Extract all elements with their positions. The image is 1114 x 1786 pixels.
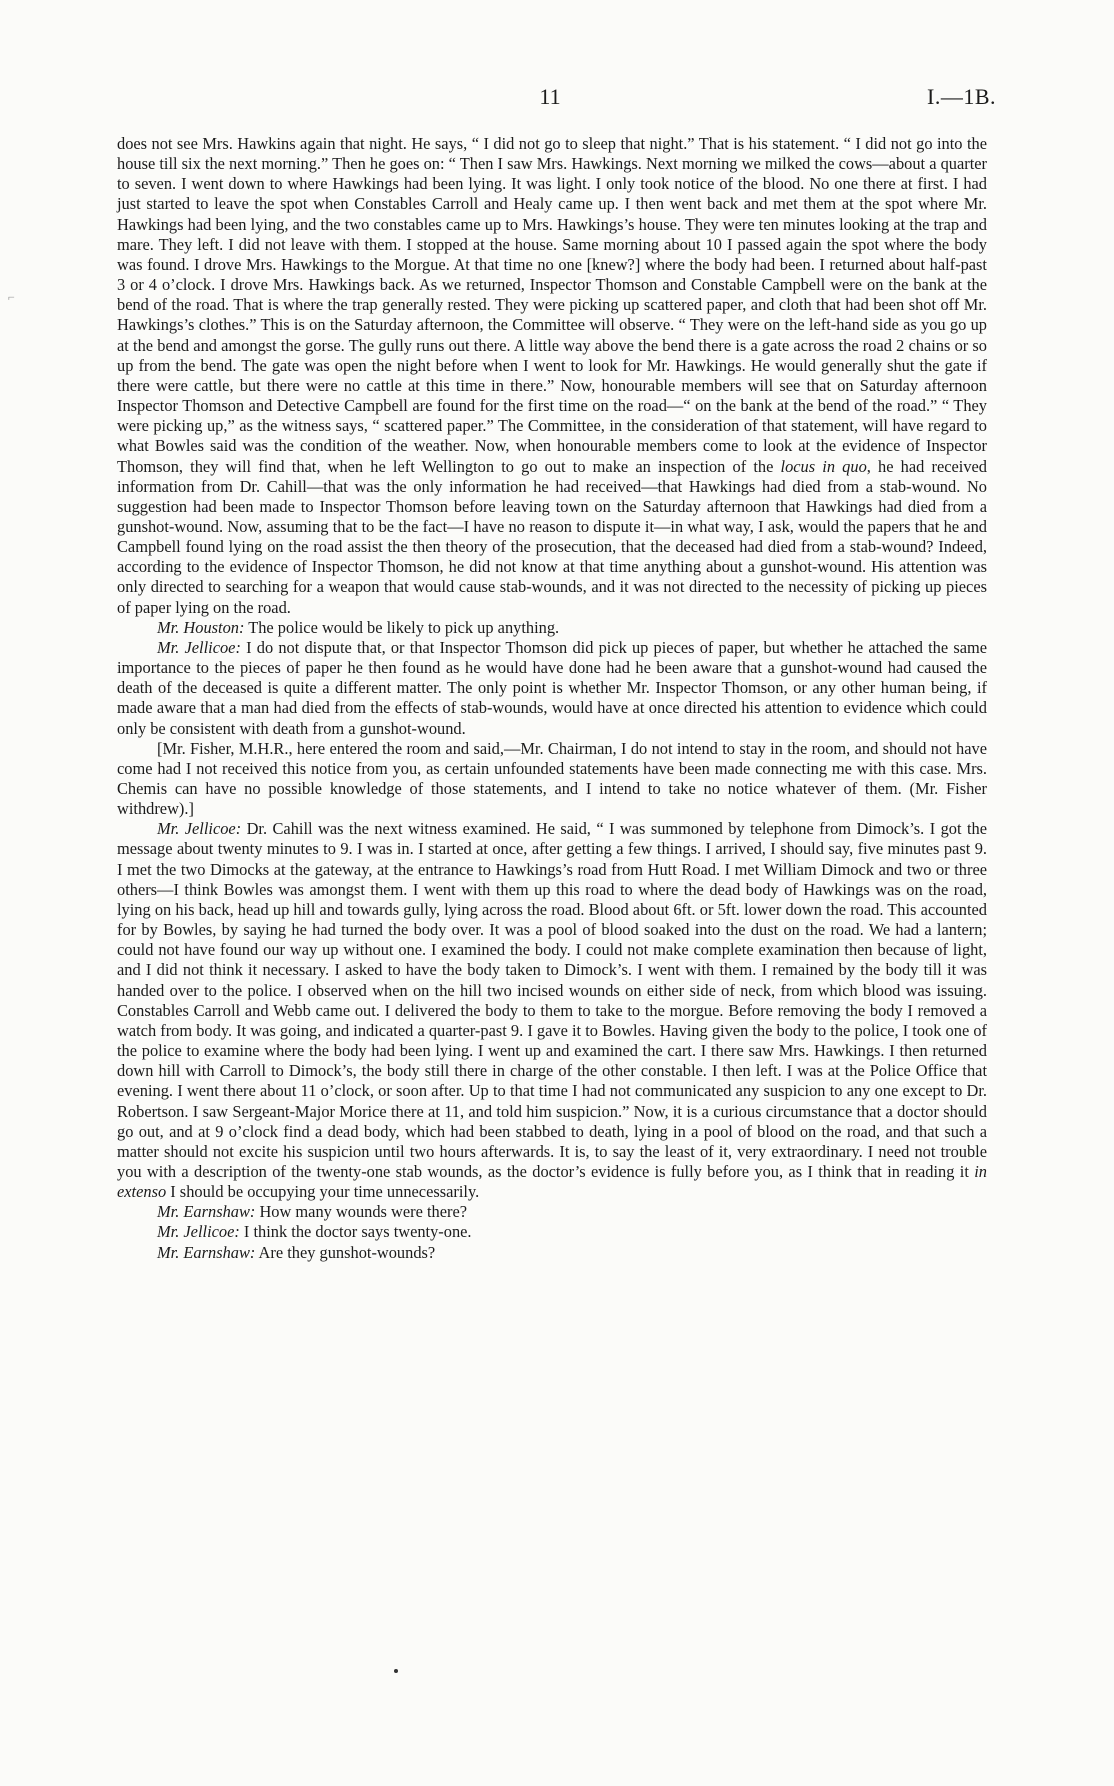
speech-jellicoe-2: Mr. Jellicoe: Dr. Cahill was the next witness examined. He said, “ I was summoned by telephone from Dimock’s. I got the message about twenty minutes to 9. I was in. I started at once, after getting a few things. I arrived, I should say, five minutes past 9. I met the two Dimocks at the gateway, at the entrance to Hawkings’s road from Hutt Road. I met William Dimock and two or three others—I think Bowles was amongst them. I went with them up this road to where the dead body of Hawkings was on the road, lying on his back, head up hill and towards gully, lying across the road. Blood about 6ft. or 5ft. lower down the road. This accounted for by Bowles, by saying he had turned the body over. It was a pool of blood soaked into the dust on the road. We had a lantern; could not have found our way up without one. I examined the body. I could not make complete examination then because of light, and I did not think it necessary. I asked to have the body taken to Dimock’s. I went with them. I remained by the body till it was handed over to the police. I observed when on the hill two incised wounds on either side of neck, from which blood was issuing. Constables Carroll and Webb came out. I delivered the body to them to take to the morgue. Before removing the body I removed a watch from body. It was going, and indicated a quarter-past 9. I gave it to Bowles. Having given the body to the police, I took one of the police to examine where the body had been lying. I went up and examined the cart. I there saw Mrs. Hawkings. I then returned down hill with Carroll to Dimock’s, the body still there in charge of the other constable. I then left. I was at the Police Office that evening. I went there about 11 o’clock, or soon after. Up to that time I had not communicated any suspicion to any one except to Dr. Robertson. I saw Sergeant-Major Morice there at 11, and told him suspicion.” Now, it is a curious circumstance that a doctor should go out, and at 9 o’clock find a dead body, which had been stabbed to death, lying in a pool of blood on the road, and that such a matter should not excite his suspicion until two hours afterwards. It is, to say the least of it, very extraordinary. I need not trouble you with a description of the twenty-one stab wounds, as the doctor’s evidence is fully before you, as I think that in reading it in extenso I should be occupying your time unnecessarily. [117, 819, 987, 1202]
speaker-label: Mr. Earnshaw: [157, 1202, 256, 1222]
ink-dot [394, 1669, 398, 1673]
page-number: 11 [539, 84, 561, 109]
speaker-label: Mr. Houston: [157, 617, 245, 637]
speech-jellicoe-1: Mr. Jellicoe: I do not dispute that, or that Inspector Thomson did pick up pieces of paper, but whether he attached the same importance to the pieces of paper he then found as he would have done had he been aware that a gunshot-wound had caused the death of the deceased is quite a different matter. The only point is whether Mr. Inspector Thomson, or any other human being, if made aware that a man had died from the effects of stab-wounds, would have at once directed his attention to evidence which could only be consistent with death from a gunshot-wound. [117, 637, 987, 738]
fisher-interjection: [Mr. Fisher, M.H.R., here entered the room and said,—Mr. Chairman, I do not intend to stay in the room, and should not have come had I not received this notice from you, as certain unfounded statements have been made connecting me with this case. Mrs. Chemis can have no possible knowledge of those statements, and I intend to take no notice whatever of them. (Mr. Fisher withdrew).] [117, 738, 987, 819]
body-text [117, 134, 987, 1263]
speaker-label: Mr. Jellicoe: [157, 637, 241, 657]
speech-earnshaw-2: Mr. Earnshaw: Are they gunshot-wounds? [157, 1242, 436, 1262]
speaker-label: Mr. Earnshaw: [157, 1242, 256, 1262]
paragraph-1: does not see Mrs. Hawkins again that night. He says, “ I did not go to sleep that night.” That is his statement. “ I did not go into the house till six the next morning.” Then he goes on: “ Then I saw Mrs. Hawkings. Next morning we milked the cows—about a quarter to seven. I went down to where Hawkings had been lying. It was light. I only took notice of the blood. No one there at first. I had just started to leave the spot when Constables Carroll and Healy came up. I then went back and met them at the spot where Mr. Hawkings had been lying, and the two constables came up to Mrs. Hawkings’s house. They were ten minutes looking at the trap and mare. They left. I did not leave with them. I stopped at the house. Same morning about 10 I passed again the spot where the body was found. I drove Mrs. Hawkings to the Morgue. At that time no one [knew?] where the body had been. I returned about half-past 3 or 4 o’clock. I drove Mrs. Hawkings back. As we returned, Inspector Thomson and Constable Campbell were on the bank at the bend of the road. That is where the trap generally rested. They were picking up scattered paper, and cloth that had been shot off Mr. Hawkings’s clothes.” This is on the Saturday afternoon, the Committee will observe. “ They were on the left-hand side as you go up at the bend and amongst the gorse. The gully runs out there. A little way above the bend there is a gate across the road 2 chains or so up from the bend. The gate was open the night before when I went to look for Mr. Hawkings. He would generally shut the gate if there were cattle, but there were no cattle at this time in there.” Now, honourable members will see that on Saturday afternoon Inspector Thomson and Detective Campbell are found for the first time on the road—“ on the bank at the bend of the road.” “ They were picking up,” as the witness says, “ scattered paper.” The Committee, in the consideration of that statement, will have regard to what Bowles said was the condition of the weather. Now, when honourable members come to look at the evidence of Inspector Thomson, they will find that, when he left Wellington to go out to make an inspection of the locus in quo, he had received information from Dr. Cahill—that was the only information he had received—that Hawkings had died from a stab-wound. No suggestion had been made to Inspector Thomson before leaving town on the Saturday afternoon that Hawkings had died from a gunshot-wound. Now, assuming that to be the fact—I have no reason to dispute it—in what way, I ask, would the papers that he and Campbell found lying on the road assist the then theory of the prosecution, that the deceased had died from a stab-wound? Indeed, according to the evidence of Inspector Thomson, he did not know at that time anything about a gunshot-wound. His attention was only directed to searching for a weapon that would cause stab-wounds, and it was not directed to the necessity of picking up pieces of paper lying on the road. [117, 134, 987, 617]
margin-mark: ⌐ [8, 290, 15, 304]
italic-extenso: in extenso [117, 1161, 987, 1202]
document-reference: I.—1B. [927, 84, 996, 109]
speaker-label: Mr. Jellicoe: [157, 819, 242, 839]
speech-earnshaw-1: Mr. Earnshaw: How many wounds were there? [157, 1202, 468, 1222]
italic-locus: locus in quo [780, 456, 867, 476]
speech-jellicoe-3: Mr. Jellicoe: I think the doctor says twenty-one. [157, 1222, 472, 1242]
speaker-label: Mr. Jellicoe: [157, 1222, 240, 1242]
speech-houston: Mr. Houston: The police would be likely to pick up anything. [157, 617, 560, 637]
